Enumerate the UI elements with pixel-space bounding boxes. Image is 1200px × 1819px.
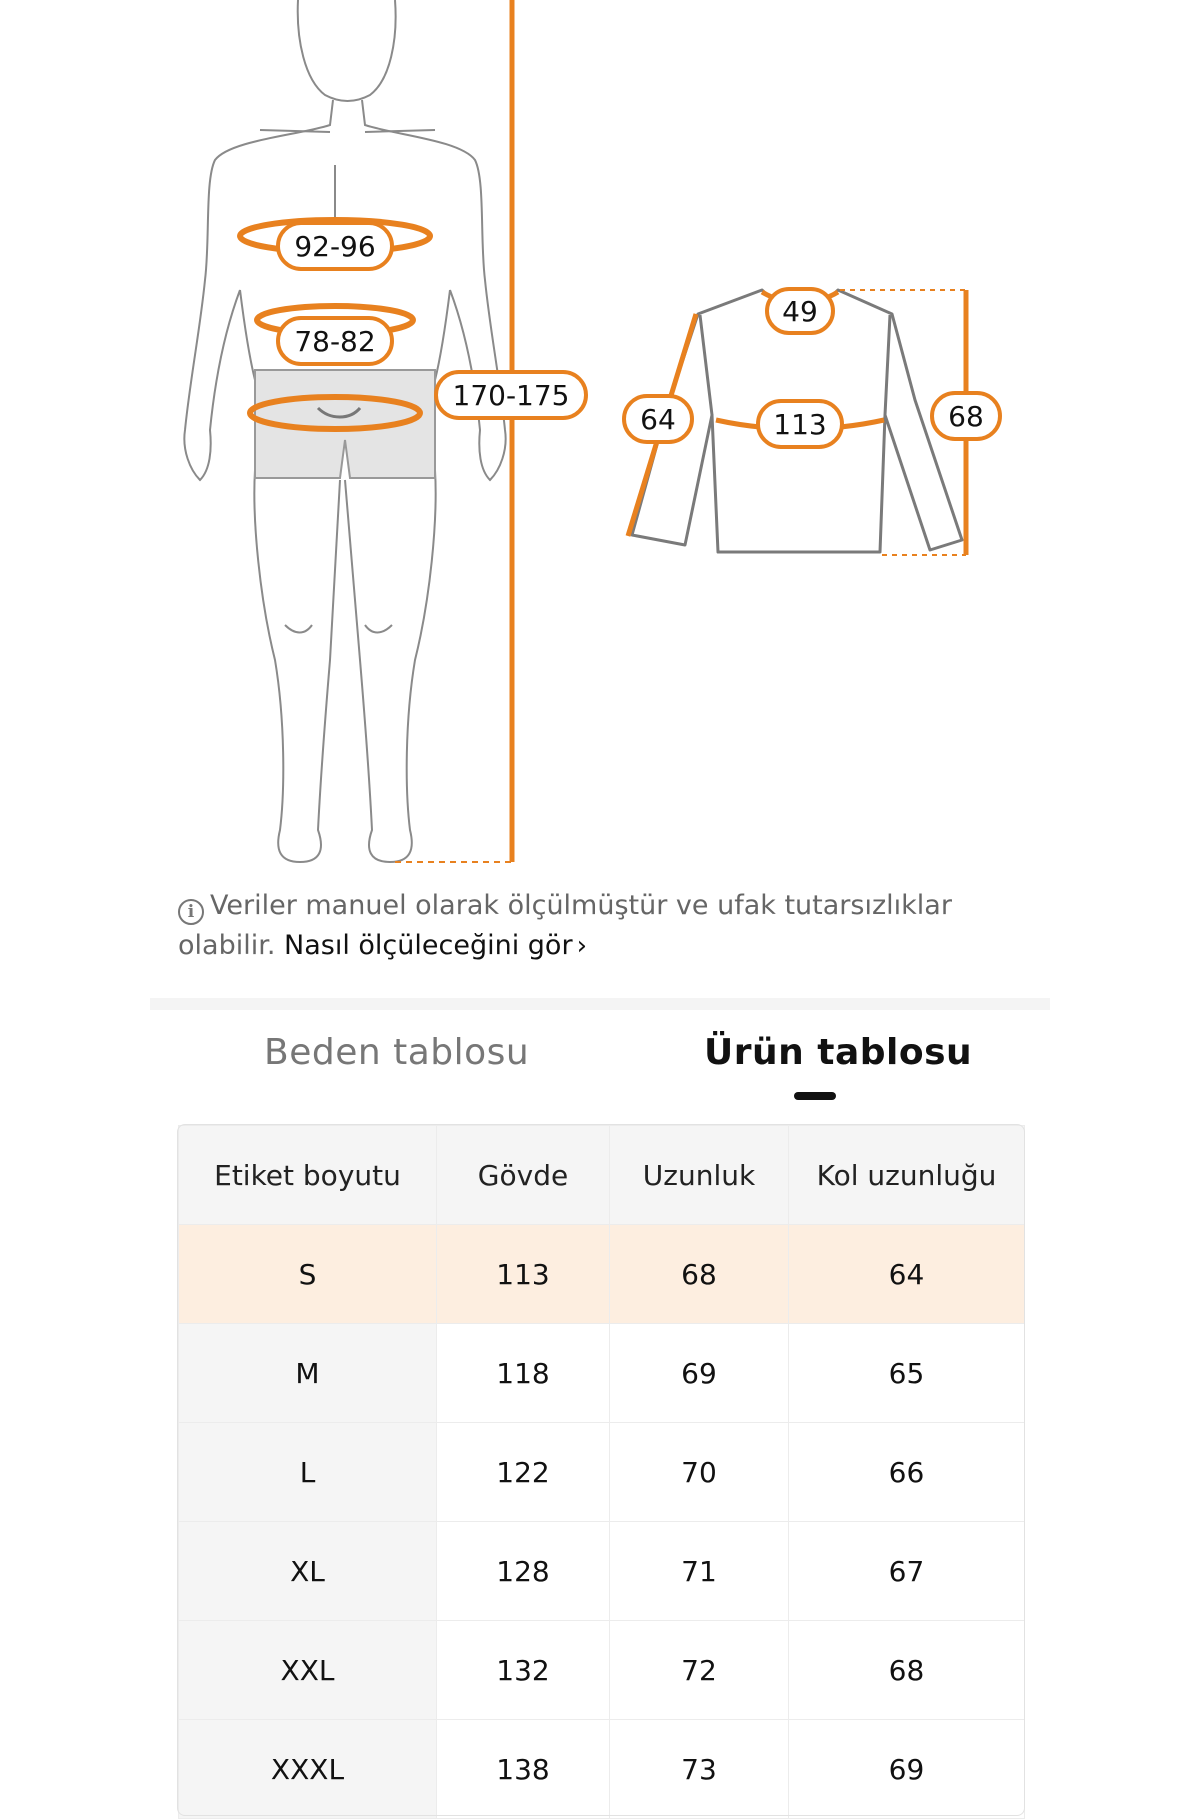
- chest-label: [278, 223, 392, 269]
- how-to-measure-link[interactable]: Nasıl ölçüleceğini gör ›: [284, 930, 587, 961]
- cell-sleeve: 68: [789, 1621, 1025, 1720]
- cell-sleeve: 66: [789, 1423, 1025, 1522]
- length-label: [932, 393, 1000, 439]
- table-row[interactable]: [179, 1324, 1025, 1423]
- product-size-table: [178, 1125, 1025, 1819]
- tab-size-chart[interactable]: Beden tablosu: [264, 1032, 530, 1073]
- cell-length: 71: [610, 1522, 789, 1621]
- svg-text:113: 113: [773, 408, 827, 441]
- header-label-size: Etiket boyutu: [179, 1126, 437, 1225]
- cell-size: XXXL: [179, 1720, 437, 1819]
- cell-size: XXL: [179, 1621, 437, 1720]
- cell-sleeve: 67: [789, 1522, 1025, 1621]
- cell-length: 68: [610, 1225, 789, 1324]
- size-illustration: [0, 0, 1200, 880]
- table-row[interactable]: [179, 1720, 1025, 1819]
- chevron-right-icon: ›: [576, 931, 587, 961]
- note-text: Veriler manuel olarak ölçülmüştür ve ufak tutarsızlıklar olabilir.: [178, 890, 952, 961]
- table-row[interactable]: [179, 1225, 1025, 1324]
- cell-sleeve: 69: [789, 1720, 1025, 1819]
- cell-body: 138: [437, 1720, 610, 1819]
- header-length: Uzunluk: [610, 1126, 789, 1225]
- table-row[interactable]: [179, 1423, 1025, 1522]
- cell-size: XL: [179, 1522, 437, 1621]
- svg-text:49: 49: [782, 295, 818, 328]
- garment-chest-label: [758, 401, 842, 447]
- cell-sleeve: 65: [789, 1324, 1025, 1423]
- cell-body: 118: [437, 1324, 610, 1423]
- cell-length: 73: [610, 1720, 789, 1819]
- tab-product-chart[interactable]: Ürün tablosu: [704, 1032, 973, 1073]
- table-row[interactable]: [179, 1621, 1025, 1720]
- svg-text:68: 68: [948, 400, 984, 433]
- svg-text:170-175: 170-175: [452, 379, 570, 412]
- cell-sleeve: 64: [789, 1225, 1025, 1324]
- cell-size: L: [179, 1423, 437, 1522]
- cell-length: 70: [610, 1423, 789, 1522]
- table-row[interactable]: [179, 1522, 1025, 1621]
- sleeve-label: [624, 396, 692, 442]
- info-icon: i: [178, 899, 204, 925]
- measurement-note: [178, 886, 1038, 966]
- cell-size: S: [179, 1225, 437, 1324]
- height-label: [436, 372, 586, 418]
- shoulder-label: [767, 289, 833, 333]
- table-header-row: [179, 1126, 1025, 1225]
- header-sleeve-length: Kol uzunluğu: [789, 1126, 1025, 1225]
- cell-length: 69: [610, 1324, 789, 1423]
- cell-body: 113: [437, 1225, 610, 1324]
- svg-text:64: 64: [640, 403, 676, 436]
- cell-body: 122: [437, 1423, 610, 1522]
- svg-text:78-82: 78-82: [294, 325, 376, 358]
- svg-text:92-96: 92-96: [294, 230, 376, 263]
- cell-body: 128: [437, 1522, 610, 1621]
- header-body: Gövde: [437, 1126, 610, 1225]
- cell-length: 72: [610, 1621, 789, 1720]
- active-tab-indicator: [794, 1092, 836, 1100]
- cell-size: M: [179, 1324, 437, 1423]
- waist-label: [278, 318, 392, 364]
- cell-body: 132: [437, 1621, 610, 1720]
- section-divider: [150, 998, 1050, 1010]
